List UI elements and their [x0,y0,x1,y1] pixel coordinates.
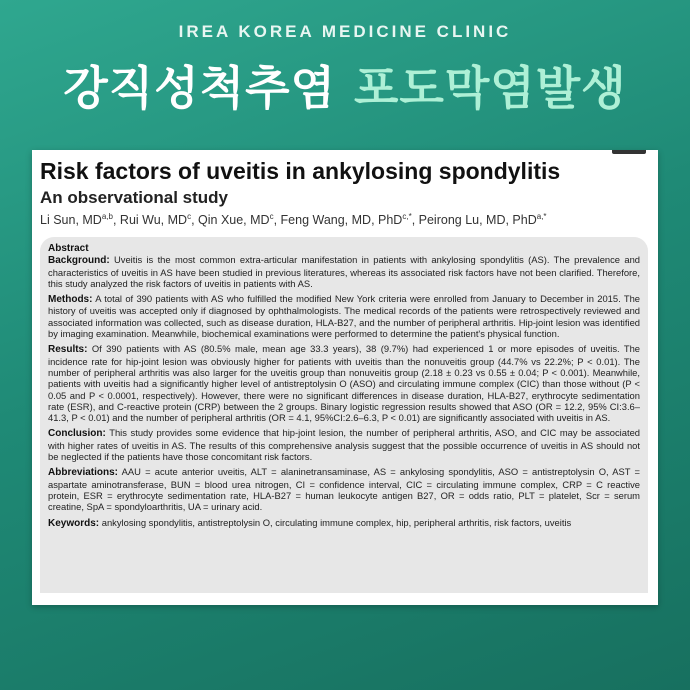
headline-part1: 강직성척추염 [63,62,336,114]
abstract-methods: Methods: A total of 390 patients with AS who fulfilled the modified New York criteria were enrolled from January to December in 2015. The history of uveitis was accepted only if diagnosed by ophthalmologists. The medical records of the patients were retrospectively reviewed and associated information was collected, such as disease duration, HLA-B27, and the number of peripheral arthritis. Hip-joint lesion was identified by imaging examination. Meanwhile, biochemical examinations were performed to determine the patient's physical function. [48,293,640,340]
abstract-heading: Abstract [48,243,89,254]
abstract-keywords: Keywords: ankylosing spondylitis, antistreptolysin O, circulating immune complex, hip, peripheral arthritis, risk factors, uveitis [48,516,572,529]
clinic-name: IREA KOREA MEDICINE CLINIC [178,22,512,41]
abstract-conclusion: Conclusion: This study provides some evidence that hip-joint lesion, the number of peripheral arthritis, ASO, and CIC may be associated with higher rates of uveitis in AS. The results of this comprehensive analysis suggest that the possible occurrence of uveitis in AS should not be neglected if the patients have those concomitant risk factors. [48,427,640,463]
abstract-abbreviations: Abbreviations: AAU = acute anterior uveitis, ALT = alaninetransaminase, AS = ankylosing spondylitis, ASO = antistreptolysin O, AST = aspartate aminotransferase, BUN = blood urea nitrogen, CI = confidence interval, CIC = circulating immune complex, CRP = C reactive protein, ESR = erythrocyte sedimentation rate, HLA-B27 = human leukocyte antigen B27, OR = odds ratio, PLT = platelet, Scr = serum creatine, SpA = spondyloarthritis, UA = urinary acid. [48,466,640,513]
author: Qin Xue, $MD^c$ [198,212,274,228]
headline [0,52,690,118]
abstract-results: Results: Of 390 patients with AS (80.5% male, mean age 33.3 years), 38 (9.7%) had experienced 1 or more episodes of uveitis. The incidence rate for hip-joint lesion was obviously higher for patients with uveitis than the nonuveitis group (44.7% vs 22.2%; P < 0.01). The number of peripheral arthritis was also larger for the uveitis group than nonuveitis group (2.18 ± 0.23 vs 0.55 ± 0.04; P < 0.001). Meanwhile, patients with uveitis had a significantly higher level of antistreptolysin O (ASO) and circulating immune complex (CIC) than those without (P < 0.05 and P < 0.0001, respectively). However, there were no significant differences in disease duration, HLA-B27, erythrocyte sedimentation rate (ESR), and C-reactive protein (CRP) between the 2 groups. Binary logistic regression results showed that ASO (OR = 12.2, 95% CI:3.6–41.3, P < 0.01) and the number of peripheral arthritis (OR = 4.1, 95%CI:2.6–6.3, P < 0.01) are significantly associated with uveitis in AS. [48,343,641,424]
headline-part2: 포도막염발생 [354,62,627,114]
author: Li Sun, MD$^{a,b}$ [40,212,113,228]
author: Peirong Lu, MD, PhD$^{a,*}$ [418,212,547,228]
paper-title: Risk factors of uveitis in ankylosing spondylitis [40,158,561,184]
paper-subtitle: An observational study [40,188,228,207]
author: Rui Wu, $MD^c$ [119,212,192,228]
author: Feng Wang, MD, PhD$^{c,*}$ [280,212,412,228]
abstract-background: Background: Uveitis is the most common extra-articular manifestation in patients with ankylosing spondylitis (AS). The prevalence and characteristics of uveitis in AS have been studied in previous literatures, whereas its associated risk factors have not been clarified. Therefore, this study analyzed the risk factors of uveitis in patients with AS. [48,254,640,289]
paper-excerpt [32,150,658,605]
abstract-box [40,237,648,593]
corner-tab [612,150,646,154]
author-list: Li Sun, MD$^{a,b}$, Rui Wu, $MD^c$, Qin Xue, $MD^c$, Feng Wang, MD, PhD$^{c,*}$, Peirong Lu, MD, PhD$^{a,*}$ [40,212,547,228]
